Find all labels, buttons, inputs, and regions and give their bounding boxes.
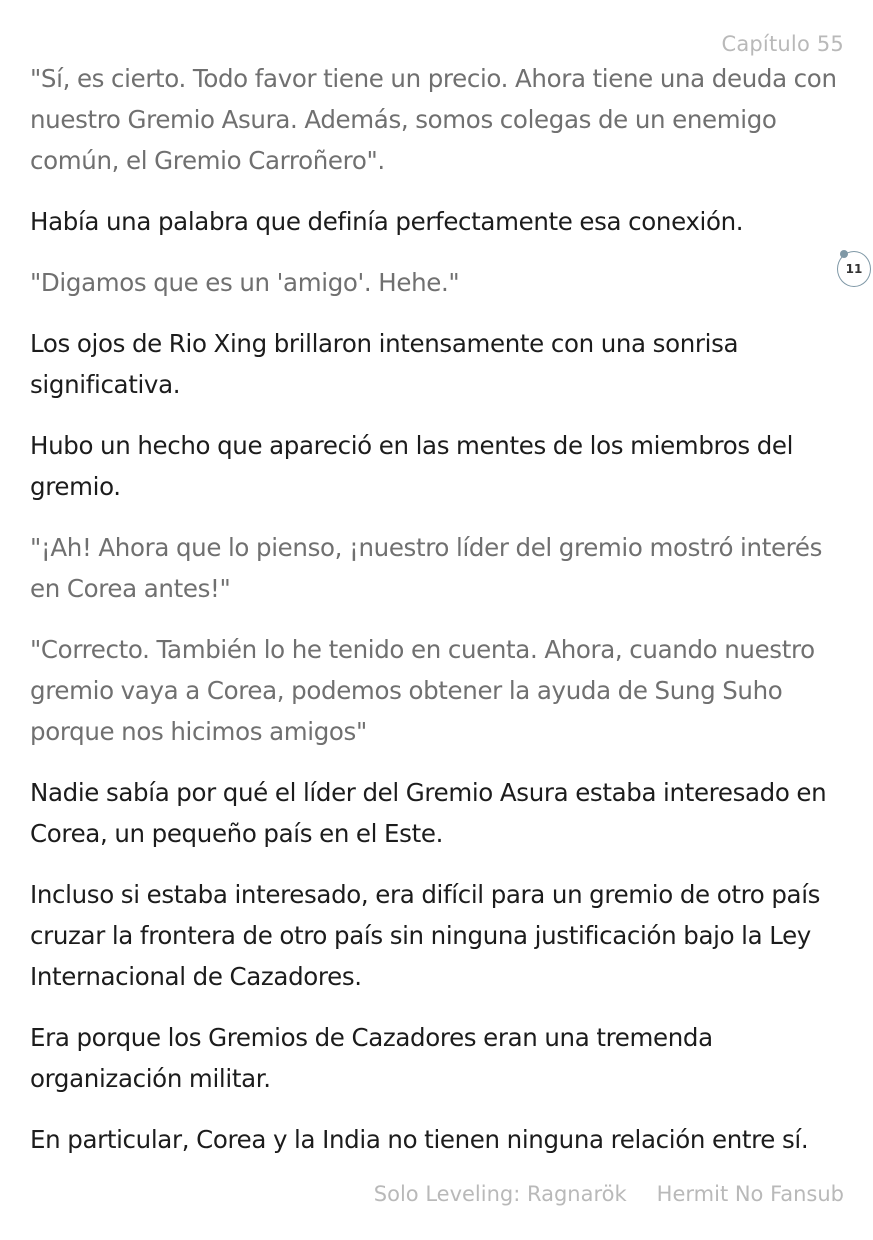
comment-count: 11 — [845, 262, 863, 276]
paragraph-comment-badge[interactable] — [837, 251, 871, 287]
translator-name: Hermit No Fansub — [656, 1182, 844, 1206]
narration-paragraph: Incluso si estaba interesado, era difícil para un gremio de otro país cruzar la frontera de otro país sin ninguna justificación bajo la Ley Internacional de Cazadores. — [30, 880, 821, 991]
narration-paragraph: En particular, Corea y la India no tienen ninguna relación entre sí. — [30, 1125, 809, 1154]
comment-indicator-icon — [840, 250, 848, 258]
chapter-label: Capítulo 55 — [721, 32, 844, 56]
dialogue-paragraph: "¡Ah! Ahora que lo pienso, ¡nuestro líder del gremio mostró interés en Corea antes!" — [30, 533, 822, 603]
narration-paragraph: Hubo un hecho que apareció en las mentes de los miembros del gremio. — [30, 431, 794, 501]
narration-paragraph: Nadie sabía por qué el líder del Gremio Asura estaba interesado en Corea, un pequeño país en el Este. — [30, 778, 827, 848]
narration-paragraph: Había una palabra que definía perfectamente esa conexión. — [30, 207, 744, 236]
dialogue-paragraph: "Correcto. También lo he tenido en cuenta. Ahora, cuando nuestro gremio vaya a Corea, podemos obtener la ayuda de Sung Suho porque nos hicimos amigos" — [30, 635, 815, 746]
dialogue-paragraph: "Digamos que es un 'amigo'. Hehe." — [30, 268, 460, 297]
dialogue-paragraph: "Sí, es cierto. Todo favor tiene un precio. Ahora tiene una deuda con nuestro Gremio Asura. Además, somos colegas de un enemigo común, el Gremio Carroñero". — [30, 64, 837, 175]
narration-paragraph: Era porque los Gremios de Cazadores eran una tremenda organización militar. — [30, 1023, 713, 1093]
narration-paragraph: Los ojos de Rio Xing brillaron intensamente con una sonrisa significativa. — [30, 329, 739, 399]
chapter-text — [30, 58, 848, 1180]
page-footer — [374, 1182, 844, 1206]
book-title: Solo Leveling: Ragnarök — [373, 1182, 627, 1206]
